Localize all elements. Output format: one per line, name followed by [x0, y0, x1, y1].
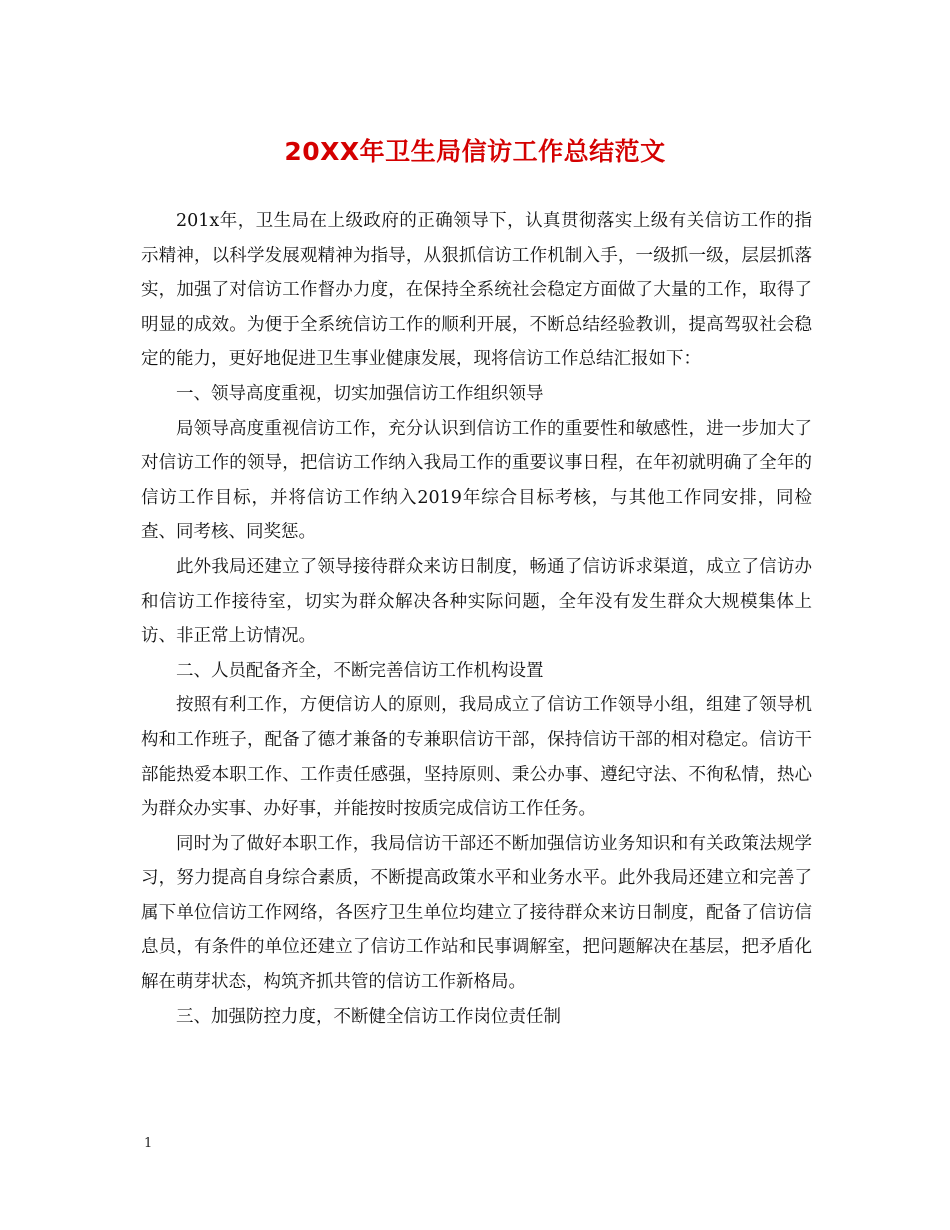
- paragraph: 按照有利工作，方便信访人的原则，我局成立了信访工作领导小组，组建了领导机构和工作班子，配备了德才兼备的专兼职信访干部，保持信访干部的相对稳定。信访干部能热爱本职工作、工作责任感强，坚持原则、秉公办事、遵纪守法、不徇私情，热心为群众办实事、办好事，并能按时按质完成信访工作任务。: [141, 695, 812, 820]
- paragraph-intro: 201x年，卫生局在上级政府的正确领导下，认真贯彻落实上级有关信访工作的指示精神，以科学发展观精神为指导，从狠抓信访工作机制入手，一级抓一级，层层抓落实，加强了对信访工作督办力度，在保持全系统社会稳定方面做了大量的工作，取得了明显的成效。为便于全系统信访工作的顺利开展，不断总结经验教训，提高驾驭社会稳定的能力，更好地促进卫生事业健康发展，现将信访工作总结汇报如下：: [141, 211, 812, 370]
- paragraph: 同时为了做好本职工作，我局信访干部还不断加强信访业务知识和有关政策法规学习，努力提高自身综合素质，不断提高政策水平和业务水平。此外我局还建立和完善了属下单位信访工作网络，各医疗卫生单位均建立了接待群众来访日制度，配备了信访信息员，有条件的单位还建立了信访工作站和民事调解室，把问题解决在基层，把矛盾化解在萌芽状态，构筑齐抓共管的信访工作新格局。: [141, 833, 812, 993]
- document-body: [141, 204, 812, 1034]
- document-title: 20XX年卫生局信访工作总结范文: [284, 137, 666, 166]
- section-heading-2: 二、人员配备齐全，不断完善信访工作机构设置: [176, 660, 544, 681]
- paragraph: 此外我局还建立了领导接待群众来访日制度，畅通了信访诉求渠道，成立了信访办和信访工作接待室，切实为群众解决各种实际问题，全年没有发生群众大规模集体上访、非正常上访情况。: [141, 556, 812, 647]
- section-heading-1: 一、领导高度重视，切实加强信访工作组织领导: [176, 383, 544, 404]
- page-number: 1: [144, 1136, 153, 1151]
- section-heading-3: 三、加强防控力度，不断健全信访工作岗位责任制: [176, 1006, 561, 1027]
- paragraph: 局领导高度重视信访工作，充分认识到信访工作的重要性和敏感性，进一步加大了对信访工作的领导，把信访工作纳入我局工作的重要议事日程，在年初就明确了全年的信访工作目标，并将信访工作纳入2019年综合目标考核，与其他工作同安排，同检查、同考核、同奖惩。: [141, 418, 812, 543]
